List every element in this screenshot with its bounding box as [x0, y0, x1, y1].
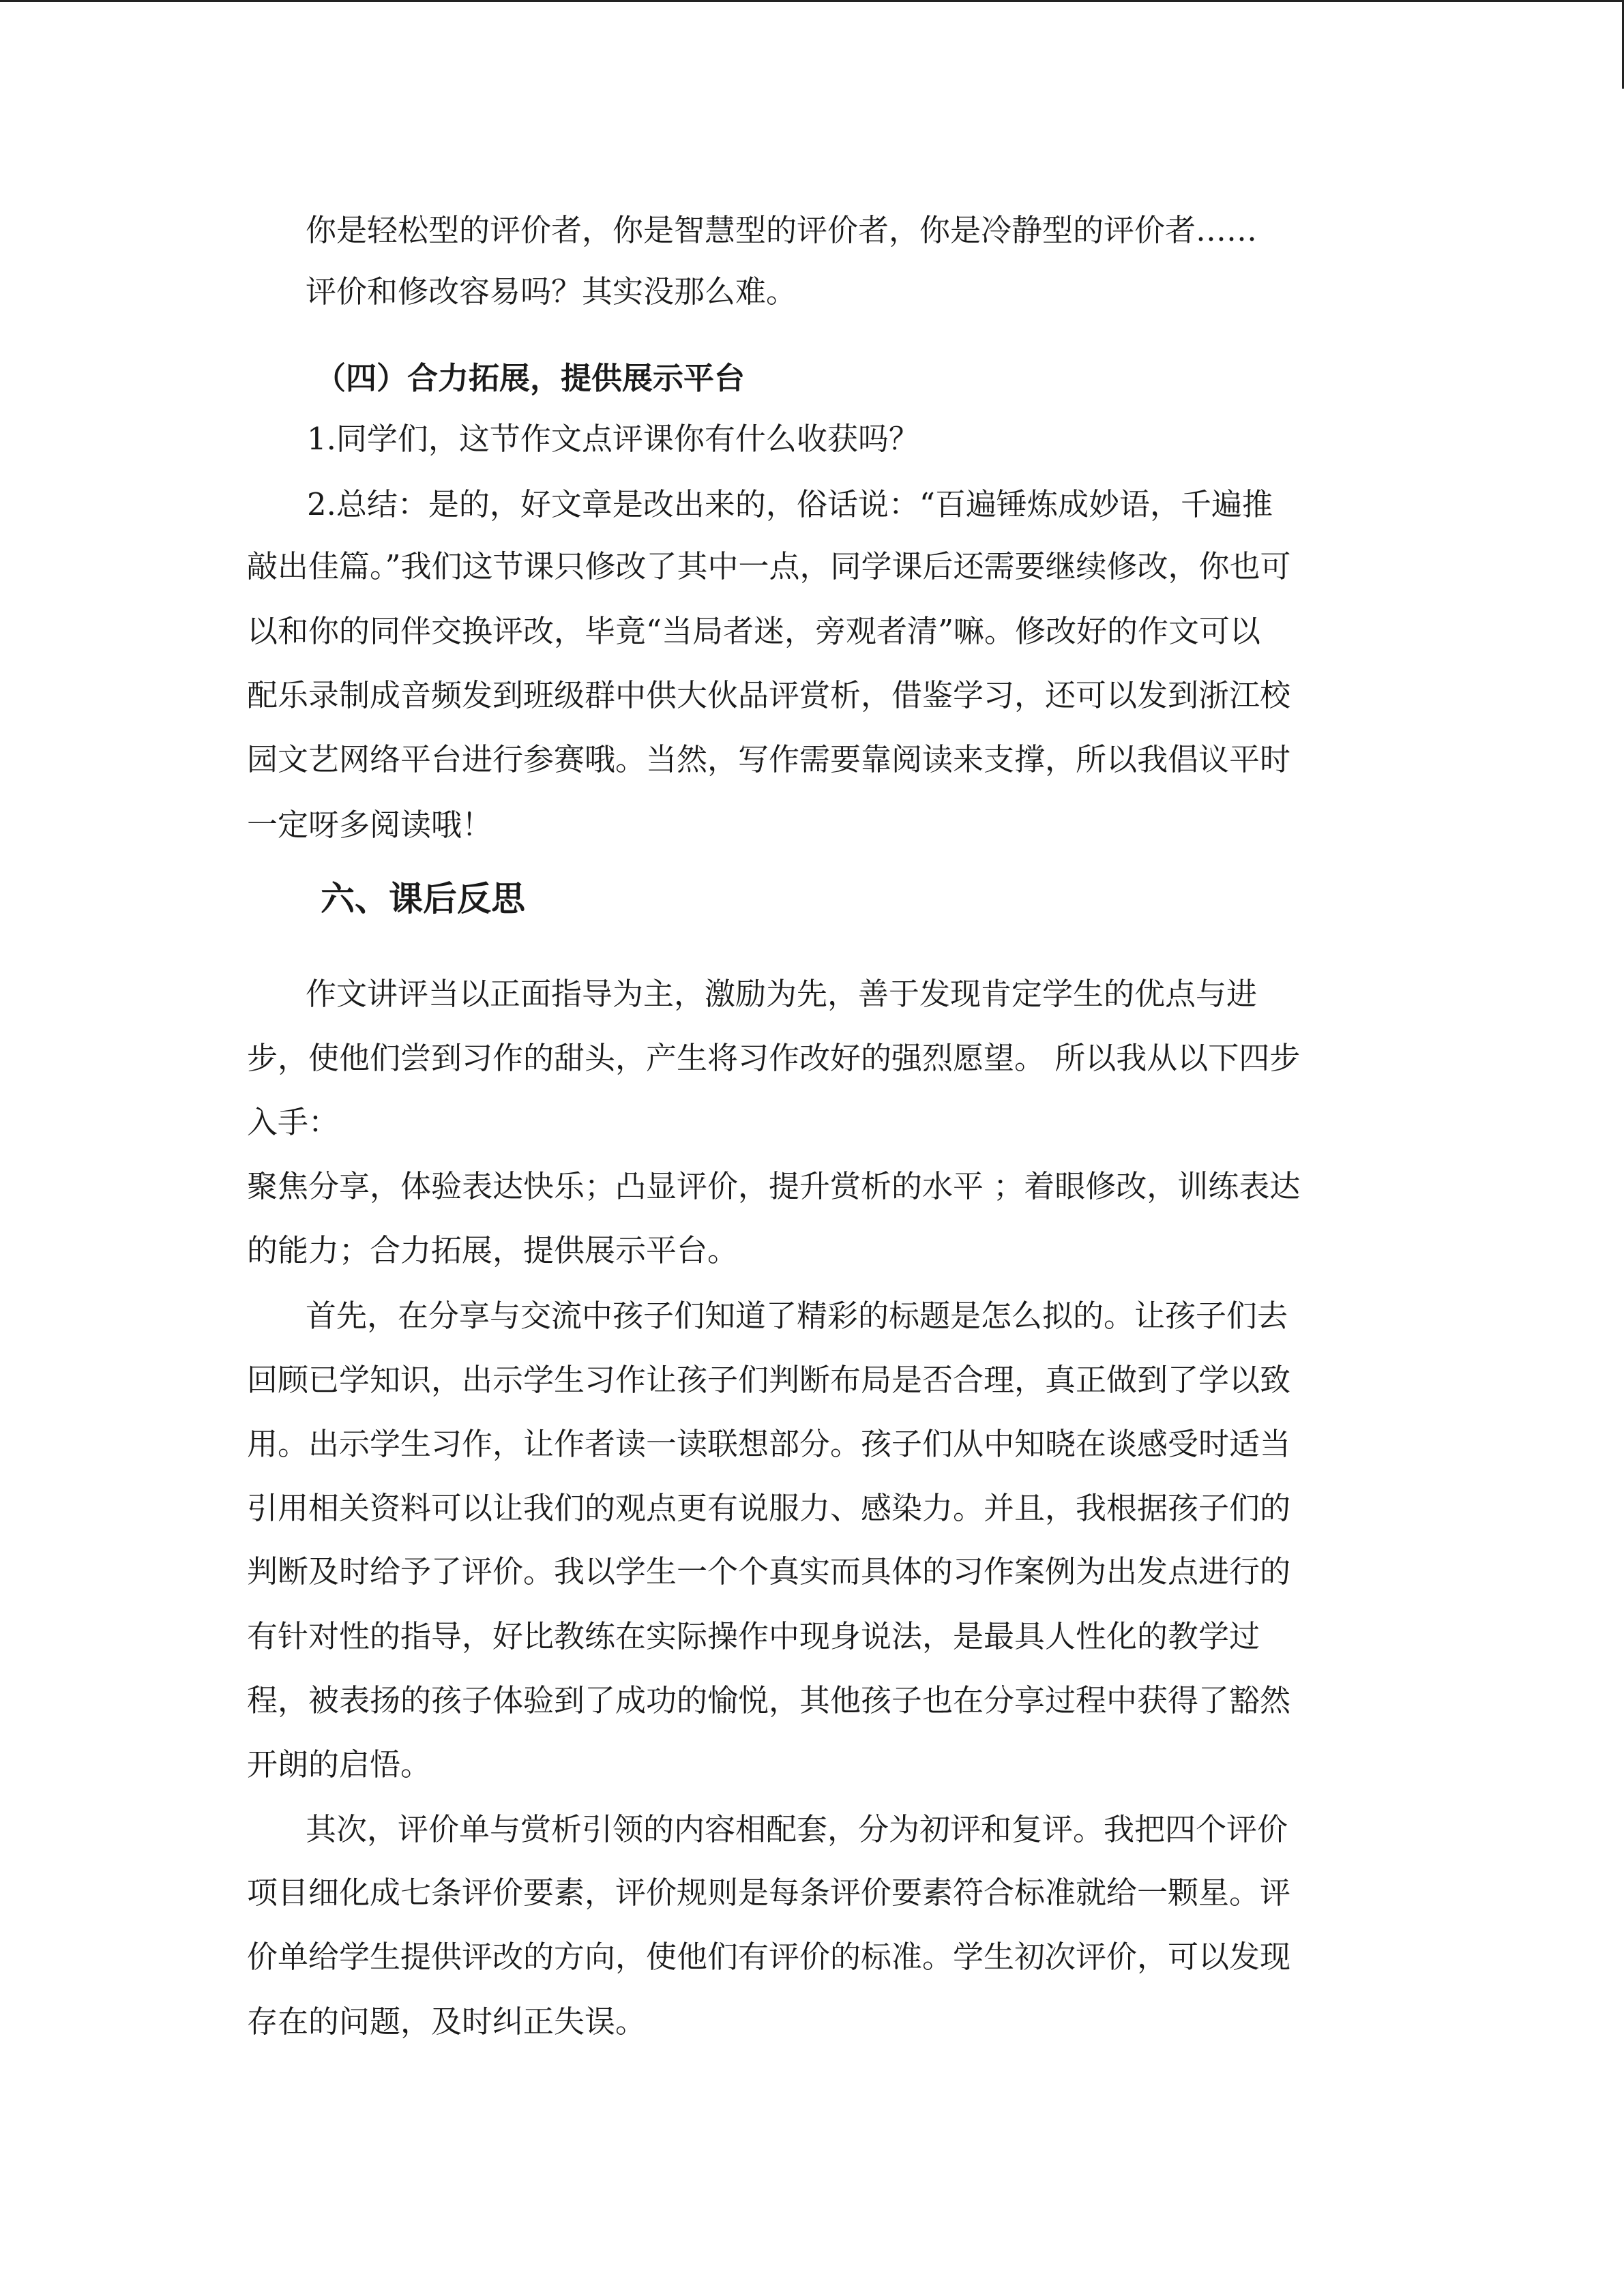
- text-line: 回顾已学知识，出示学生习作让孩子们判断布局是否合理，真正做到了学以致: [247, 1362, 1291, 1398]
- text-line: 评价和修改容易吗？其实没那么难。: [306, 273, 797, 310]
- text-line: 聚焦分享，体验表达快乐；凸显评价，提升赏析的水平 ；着眼修改，训练表达: [247, 1168, 1301, 1204]
- text-line: 其次，评价单与赏析引领的内容相配套，分为初评和复评。我把四个评价: [306, 1811, 1288, 1847]
- top-border: [0, 0, 1624, 2]
- text-line: 一定呀多阅读哦！: [247, 807, 493, 843]
- text-line: 项目细化成七条评价要素，评价规则是每条评价要素符合标准就给一颗星。评: [247, 1875, 1291, 1911]
- text-line: 引用相关资料可以让我们的观点更有说服力、感染力。并且，我根据孩子们的: [247, 1490, 1291, 1526]
- text-line: 首先，在分享与交流中孩子们知道了精彩的标题是怎么拟的。让孩子们去: [306, 1298, 1288, 1334]
- section-heading-6: 六、课后反思: [321, 879, 525, 919]
- text-line: 入手：: [247, 1104, 340, 1140]
- text-line: 以和你的同伴交换评改，毕竟“当局者迷，旁观者清”嘛。修改好的作文可以: [247, 613, 1261, 649]
- section-heading-4: （四）合力拓展，提供展示平台: [315, 360, 745, 396]
- text-line: 配乐录制成音频发到班级群中供大伙品评赏析，借鉴学习，还可以发到浙江校: [247, 677, 1291, 713]
- text-line: 判断及时给予了评价。我以学生一个个真实而具体的习作案例为出发点进行的: [247, 1553, 1291, 1590]
- text-line: 2.总结：是的，好文章是改出来的，俗话说：“百遍锤炼成妙语，千遍推: [307, 486, 1273, 522]
- text-line: 步，使他们尝到习作的甜头，产生将习作改好的强烈愿望。 所以我从以下四步: [247, 1040, 1301, 1076]
- text-line: 作文讲评当以正面指导为主，激励为先，善于发现肯定学生的优点与进: [306, 976, 1258, 1012]
- text-line: 园文艺网络平台进行参赛哦。当然，写作需要靠阅读来支撑，所以我倡议平时: [247, 741, 1291, 777]
- text-line: 价单给学生提供评改的方向，使他们有评价的标准。学生初次评价，可以发现: [247, 1939, 1291, 1975]
- text-line: 存在的问题，及时纠正失误。: [247, 2003, 647, 2040]
- text-line: 开朗的启悟。: [247, 1746, 432, 1783]
- text-line: 用。出示学生习作，让作者读一读联想部分。孩子们从中知晓在谈感受时适当: [247, 1426, 1291, 1462]
- text-line: 你是轻松型的评价者，你是智慧型的评价者，你是冷静型的评价者……: [306, 212, 1258, 248]
- text-line: 敲出佳篇。”我们这节课只修改了其中一点，同学课后还需要继续修改，你也可: [247, 548, 1291, 584]
- text-line: 程，被表扬的孩子体验到了成功的愉悦，其他孩子也在分享过程中获得了豁然: [247, 1682, 1291, 1718]
- text-line: 1.同学们，这节作文点评课你有什么收获吗？: [307, 421, 919, 457]
- text-line: 的能力；合力拓展，提供展示平台。: [247, 1232, 739, 1268]
- text-line: 有针对性的指导，好比教练在实际操作中现身说法，是最具人性化的教学过: [247, 1618, 1260, 1654]
